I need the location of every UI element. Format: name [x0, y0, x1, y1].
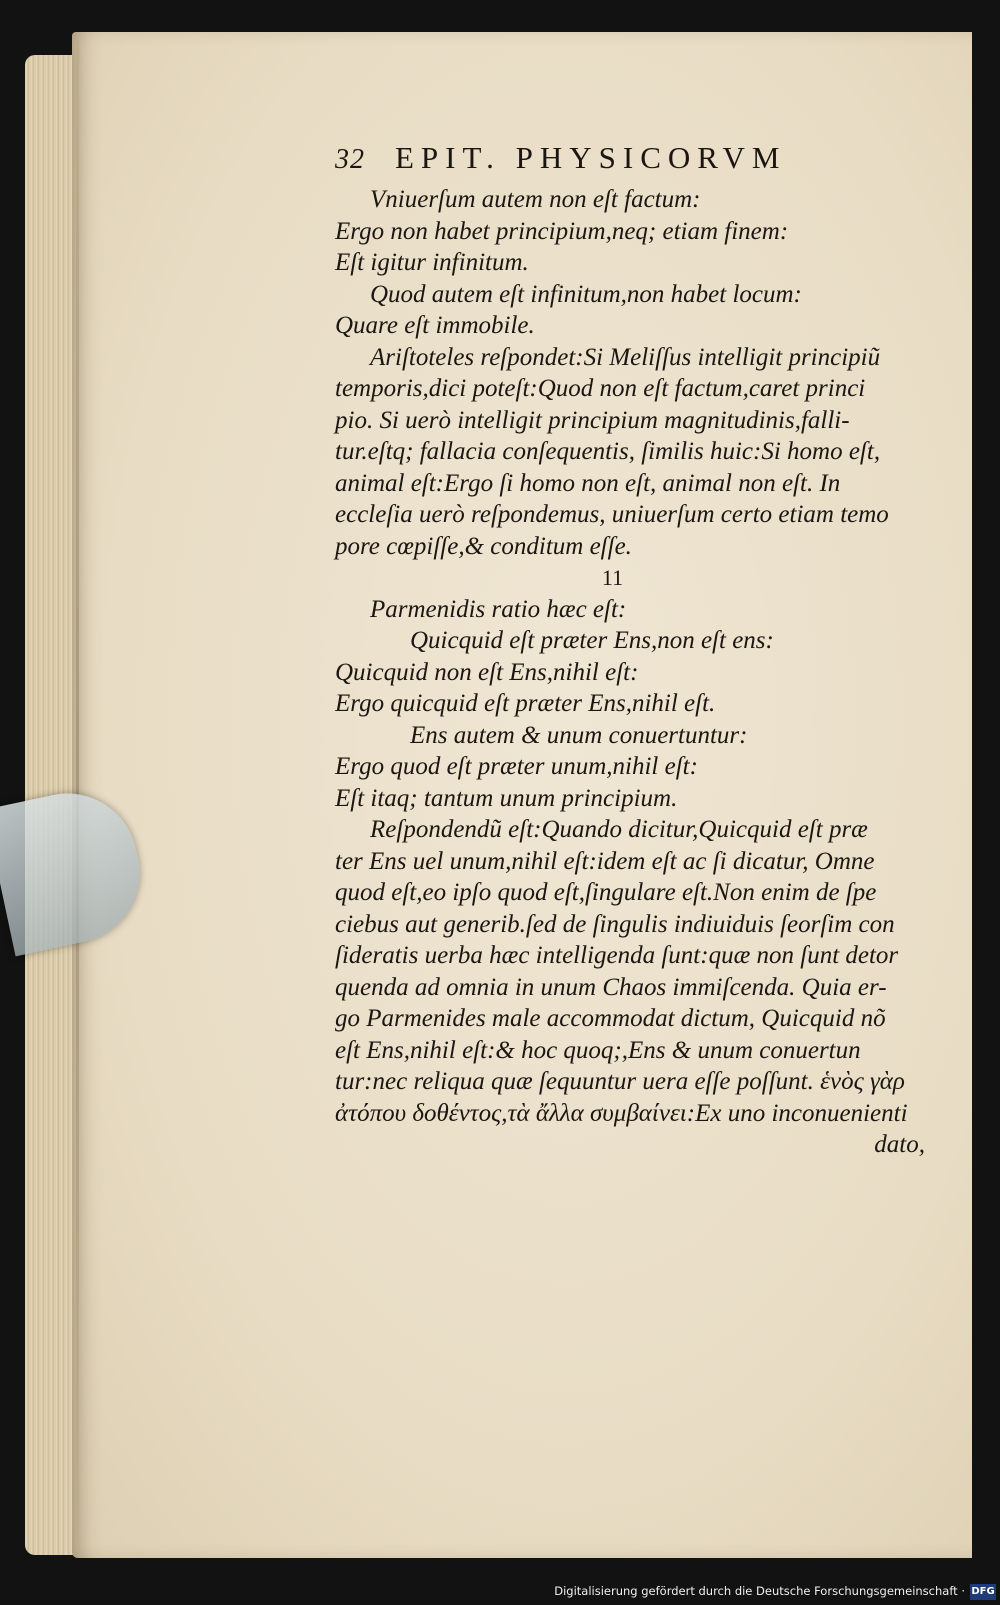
text-line: Quicquid non eſt Ens,nihil eſt: — [335, 658, 639, 686]
text-line: quod eſt,eo ipſo quod eſt,ſingulare eſt.Non enim de ſpe — [335, 879, 877, 906]
text-line: Ariſtoteles reſpondet:Si Meliſſus intelligit principiũ — [370, 343, 881, 371]
dfg-logo: DFG — [970, 1584, 996, 1600]
text-line: Quod autem eſt infinitum,non habet locum: — [370, 280, 802, 308]
page-number: 32 — [335, 144, 365, 175]
text-line: ter Ens uel unum,nihil eſt:idem eſt ac ſi dicatur, Omne — [335, 847, 875, 875]
text-line: go Parmenides male accommodat dictum, Quicquid nõ — [335, 1005, 886, 1032]
funding-credit: Digitalisierung gefördert durch die Deutsche Forschungsgemeinschaft · — [554, 1584, 965, 1598]
text-line: dato, — [874, 1131, 925, 1158]
text-line: Quare eſt immobile. — [335, 312, 535, 339]
text-line: tur.eſtq; fallacia conſequentis, ſimilis huic:Si homo eſt, — [335, 438, 881, 465]
text-line: tur:nec reliqua quæ ſequuntur uera eſſe poſſunt. ἑνὸς γὰρ — [335, 1068, 905, 1095]
text-line: Eſt itaq; tantum unum principium. — [335, 784, 678, 812]
text-line: animal eſt:Ergo ſi homo non eſt, animal non eſt. In — [335, 469, 841, 497]
text-lines — [335, 184, 935, 1161]
text-line: pio. Si uerò intelligit principium magnitudinis,falli- — [335, 406, 850, 434]
page-text — [335, 140, 935, 1161]
text-line: ἀτόπου δοθέντος,τὰ ἄλλα συμβαίνει:Ex uno inconuenienti — [335, 1099, 908, 1127]
running-header — [335, 140, 935, 184]
text-line: Ens autem & unum conuertuntur: — [410, 721, 748, 749]
text-line: Ergo quod eſt præter unum,nihil eſt: — [335, 753, 698, 780]
text-line: ciebus aut generib.ſed de ſingulis indiuiduis ſeorſim con — [335, 910, 895, 938]
text-line: Ergo non habet principium,neq; etiam finem: — [335, 217, 789, 245]
text-line: temporis,dici poteſt:Quod non eſt factum,caret princi — [335, 375, 866, 402]
text-line: eccleſia uerò reſpondemus, uniuerſum certo etiam temo — [335, 501, 889, 528]
text-line: Parmenidis ratio hæc eſt: — [370, 595, 627, 623]
text-line: quenda ad omnia in unum Chaos immiſcenda. Quia er- — [335, 973, 887, 1001]
text-line: Eſt igitur infinitum. — [335, 249, 529, 276]
text-line: pore cœpiſſe,& conditum eſſe. — [335, 532, 632, 560]
text-line: Quicquid eſt præter Ens,non eſt ens: — [410, 627, 774, 654]
text-line: 11 — [601, 565, 624, 590]
running-head-title: EPIT. PHYSICORVM — [395, 140, 787, 175]
text-line: Vniuerſum autem non eſt factum: — [370, 186, 701, 213]
text-line: ſideratis uerba hæc intelligenda ſunt:quæ non ſunt detor — [335, 942, 899, 969]
text-line: Reſpondendũ eſt:Quando dicitur,Quicquid eſt præ — [370, 816, 868, 843]
text-line: eſt Ens,nihil eſt:& hoc quoq;,Ens & unum conuertun — [335, 1036, 861, 1064]
text-line: Ergo quicquid eſt præter Ens,nihil eſt. — [335, 690, 716, 717]
